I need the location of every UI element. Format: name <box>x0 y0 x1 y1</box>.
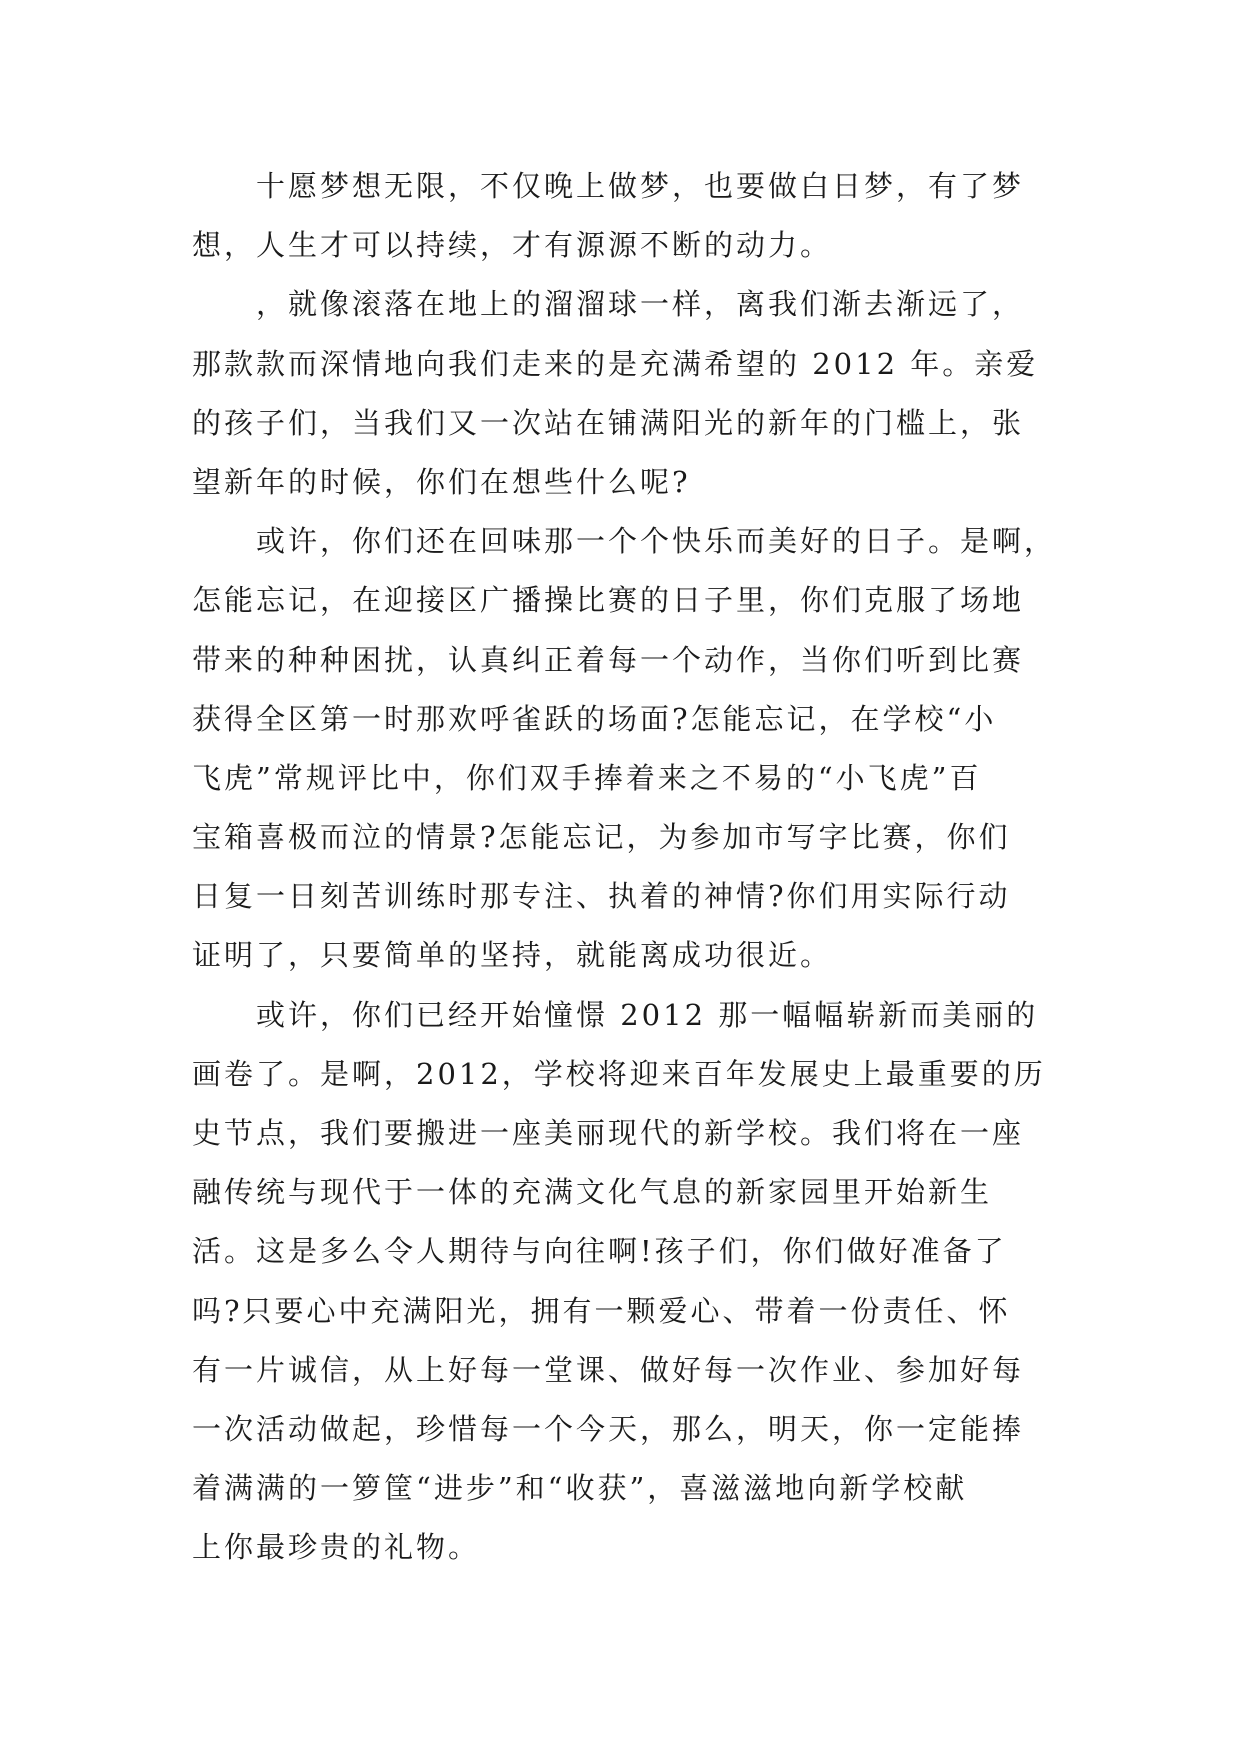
text-line: 带来的种种困扰，认真纠正着每一个动作，当你们听到比赛 <box>192 642 1025 677</box>
text-line: 史节点，我们要搬进一座美丽现代的新学校。我们将在一座 <box>192 1116 1025 1150</box>
text-line: 怎能忘记，在迎接区广播操比赛的日子里，你们克服了场地 <box>192 583 1025 618</box>
text-line: 获得全区第一时那欢呼雀跃的场面?怎能忘记，在学校“小 <box>192 701 997 736</box>
text-line: 融传统与现代于一体的充满文化气息的新家园里开始新生 <box>192 1175 993 1210</box>
text-line: 画卷了。是啊，2012，学校将迎来百年发展史上最重要的历 <box>192 1056 1046 1091</box>
text-line: ，就像滚落在地上的溜溜球一样，离我们渐去渐远了， <box>192 287 1025 322</box>
text-line: 上你最珍贵的礼物。 <box>192 1530 481 1565</box>
text-line: 宝箱喜极而泣的情景?怎能忘记，为参加市写字比赛，你们 <box>192 820 1011 855</box>
text-line: 有一片诚信，从上好每一堂课、做好每一次作业、参加好每 <box>192 1352 1025 1387</box>
text-line: 日复一日刻苦训练时那专注、执着的神情?你们用实际行动 <box>192 879 1011 914</box>
text-line: 或许，你们已经开始憧憬 2012 那一幅幅崭新而美丽的 <box>192 997 1039 1032</box>
text-line: 那款款而深情地向我们走来的是充满希望的 2012 年。亲爱 <box>192 346 1039 381</box>
text-line: 飞虎”常规评比中，你们双手捧着来之不易的“小飞虎”百 <box>192 760 982 795</box>
text-line: 十愿梦想无限，不仅晚上做梦，也要做白日梦，有了梦 <box>192 169 1025 203</box>
text-line: 想，人生才可以持续，才有源源不断的动力。 <box>192 228 833 263</box>
paragraph-3 <box>192 512 1072 986</box>
text-line: 的孩子们，当我们又一次站在铺满阳光的新年的门槛上，张 <box>192 405 1025 440</box>
body-text <box>192 157 1072 1578</box>
text-line: 一次活动做起，珍惜每一个今天，那么，明天，你一定能捧 <box>192 1411 1025 1446</box>
text-line: 活。这是多么令人期待与向往啊!孩子们，你们做好准备了 <box>192 1234 1007 1269</box>
text-line: 或许，你们还在回味那一个个快乐而美好的日子。是啊， <box>192 524 1057 559</box>
paragraph-2 <box>192 275 1072 512</box>
paragraph-1 <box>192 157 1072 275</box>
text-line: 吗?只要心中充满阳光，拥有一颗爱心、带着一份责任、怀 <box>192 1293 1011 1328</box>
text-line: 望新年的时候，你们在想些什么呢? <box>192 464 691 499</box>
text-line: 证明了，只要简单的坚持，就能离成功很近。 <box>192 938 833 973</box>
text-line: 着满满的一箩筐“进步”和“收获”，喜滋滋地向新学校献 <box>192 1471 968 1506</box>
paragraph-4 <box>192 986 1072 1578</box>
